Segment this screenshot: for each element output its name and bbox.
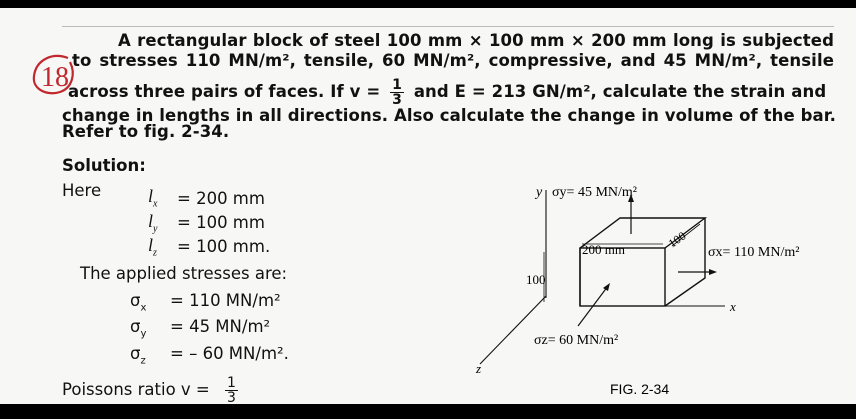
handwritten-circle-icon bbox=[30, 50, 78, 98]
problem-line-3: across three pairs of faces. If v = $\frac{1}{3}$ and E = 213 GN/m², calculate the strain and bbox=[68, 77, 827, 108]
stress-z-value: = – 60 MN/m². bbox=[170, 344, 289, 363]
problem-line-5: Refer to fig. 2-34. bbox=[62, 122, 230, 141]
textbook-page bbox=[0, 8, 856, 404]
solution-heading: Solution: bbox=[62, 156, 146, 175]
length-z-symbol: $l_z$ bbox=[148, 235, 157, 259]
poisson-label: Poissons ratio v = $\frac{1}{3}$ bbox=[62, 375, 236, 404]
top-rule bbox=[62, 26, 834, 27]
stress-y-symbol: $\sigma_y$ bbox=[130, 317, 147, 340]
length-y-symbol: $l_y$ bbox=[148, 211, 158, 235]
nu-fraction: $\frac{1}{3}$ bbox=[392, 77, 402, 108]
here-label: Here bbox=[62, 181, 102, 200]
problem-number-marker bbox=[30, 50, 78, 98]
svg-text:18: 18 bbox=[41, 62, 69, 93]
problem-line-1: A rectangular block of steel 100 mm × 100 mm × 200 mm long is subjected bbox=[118, 31, 834, 50]
z-axis bbox=[480, 296, 546, 364]
stress-intro: The applied stresses are: bbox=[80, 264, 288, 283]
label-100-depth: 100 bbox=[665, 228, 689, 251]
stress-x-symbol: $\sigma_x$ bbox=[130, 291, 147, 314]
label-200mm: 200 mm bbox=[582, 242, 625, 257]
stress-z-symbol: $\sigma_z$ bbox=[130, 344, 146, 367]
length-x-symbol: $l_x$ bbox=[148, 186, 158, 210]
label-sigma-y: σy= 45 MN/m² bbox=[552, 185, 637, 200]
stress-y-value: = 45 MN/m² bbox=[170, 317, 271, 336]
label-sigma-z: σz= 60 MN/m² bbox=[534, 333, 619, 348]
label-y: y bbox=[536, 185, 543, 200]
label-100-height: 100 bbox=[526, 272, 546, 287]
figure-caption: FIG. 2-34 bbox=[610, 381, 670, 397]
block-figure bbox=[460, 168, 856, 404]
problem-line-4: change in lengths in all directions. Also calculate the change in volume of the bar. bbox=[62, 106, 837, 125]
label-x: x bbox=[730, 299, 736, 314]
block-right-face bbox=[665, 218, 705, 306]
stress-x-value: = 110 MN/m² bbox=[170, 291, 281, 310]
problem-line-2: to stresses 110 MN/m², tensile, 60 MN/m², compressive, and 45 MN/m², tensile bbox=[72, 51, 834, 70]
label-z: z bbox=[476, 361, 482, 376]
poisson-fraction: $\frac{1}{3}$ bbox=[227, 375, 236, 404]
label-sigma-x: σx= 110 MN/m² bbox=[708, 245, 800, 260]
length-y-value: = 100 mm bbox=[177, 213, 265, 232]
length-x-value: = 200 mm bbox=[177, 189, 265, 208]
length-z-value: = 100 mm. bbox=[177, 237, 271, 256]
